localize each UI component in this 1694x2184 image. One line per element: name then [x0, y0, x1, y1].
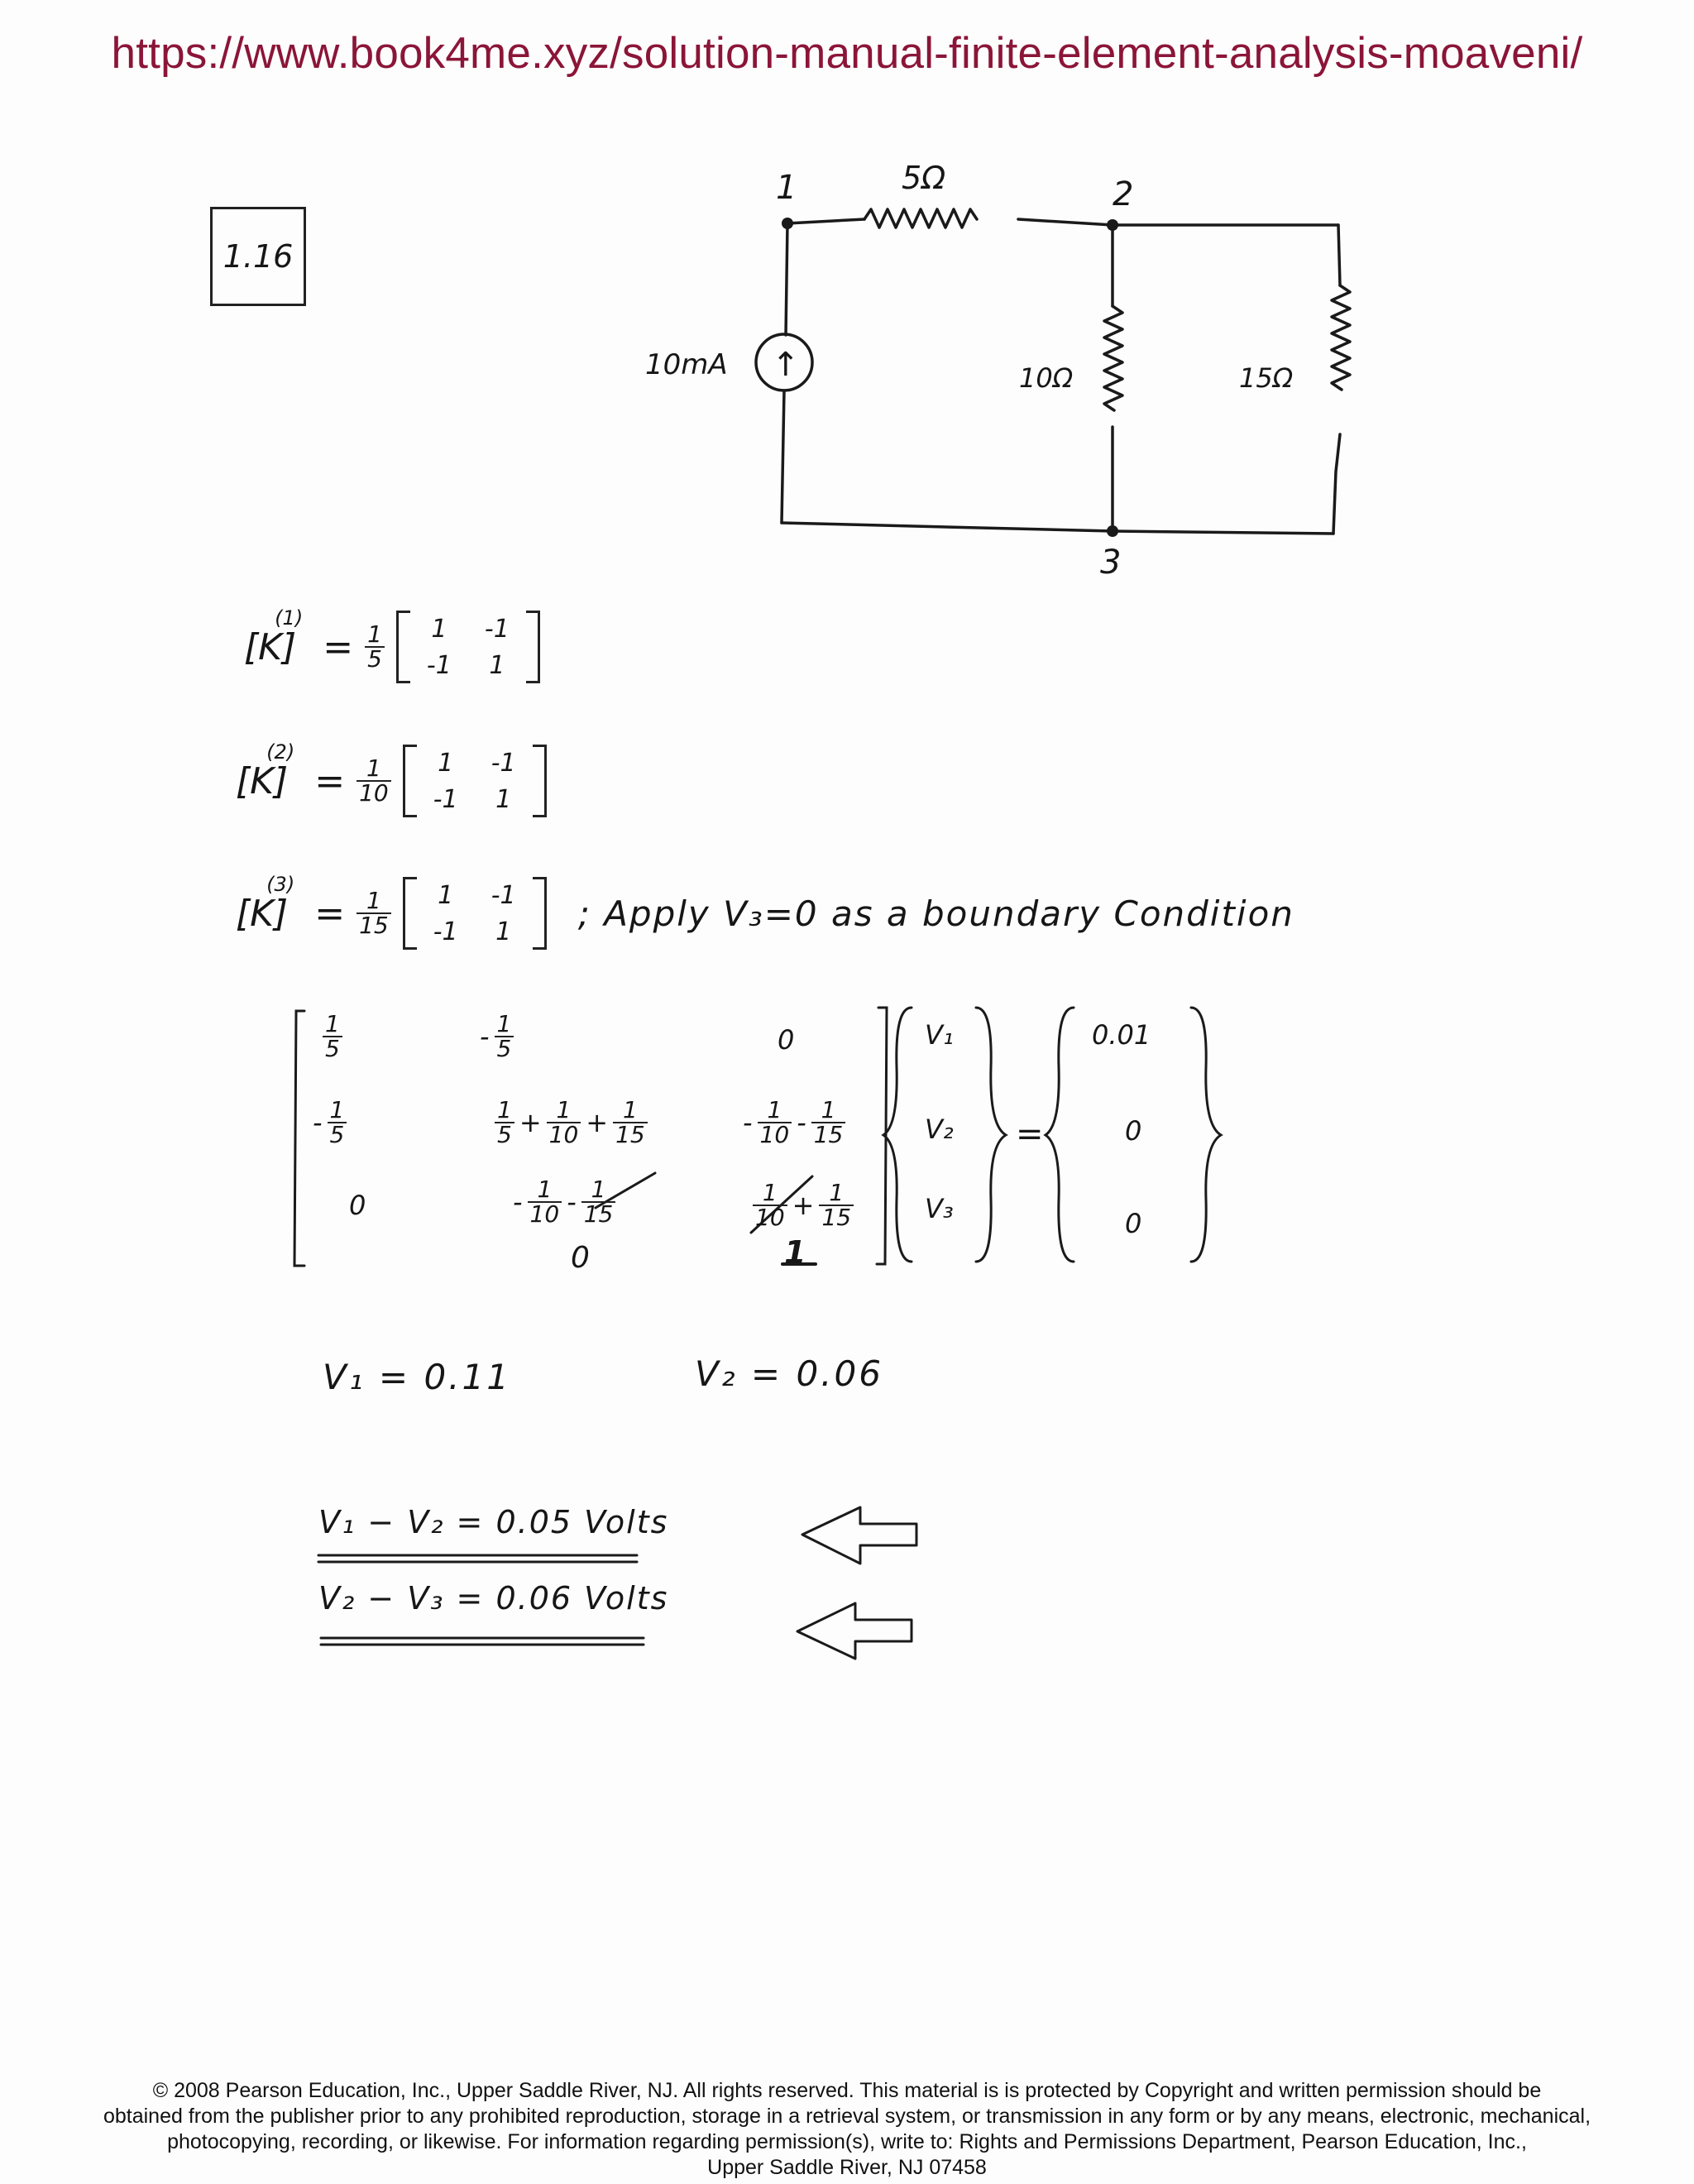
- label-5-ohm: 5Ω: [902, 160, 946, 196]
- label-10-ma: 10mA: [645, 348, 728, 381]
- system-r2c1: - $\frac{1}{5}$: [313, 1099, 347, 1147]
- equals-sign: =: [314, 759, 346, 802]
- result-v1: V₁ = 0.11: [323, 1357, 511, 1397]
- node-label-1: 1: [776, 169, 797, 207]
- rhs-left-brace: [1046, 1008, 1074, 1262]
- arrow-left-icon-2: [797, 1603, 912, 1659]
- node-dot-1: [782, 218, 793, 229]
- top-wire: [787, 219, 864, 223]
- system-r3c2: - $\frac{1}{10}$ - $\frac{1}{15}$: [513, 1178, 615, 1226]
- result-v2: V₂ = 0.06: [695, 1353, 883, 1394]
- right-wire-top: [1338, 225, 1340, 285]
- footer-line-3: photocopying, recording, or likewise. For information regarding permission(s), write to: Rights and Permissions Department, Pearson Education, Inc.,: [167, 2130, 1527, 2153]
- matrix-label-k1: [K] (1): [244, 606, 304, 668]
- footer-line-2: obtained from the publisher prior to any prohibited reproduction, storage in a retrieval system, or transmission in any form or by any means, electronic, mechanical,: [103, 2105, 1591, 2128]
- equals-sign: =: [314, 892, 346, 935]
- system-r2c2: $\frac{1}{5}$ + $\frac{1}{10}$ + $\frac{1}{15}$: [495, 1099, 648, 1147]
- matrix-2: 1 -1 -1 1: [403, 745, 547, 817]
- system-r3c2-replacement: 0: [571, 1241, 590, 1275]
- rhs-value-2: 0: [1125, 1115, 1142, 1147]
- factor-1-10: $\frac{1}{10}$: [357, 757, 391, 805]
- matrix-3: 1 -1 -1 1: [403, 877, 547, 950]
- copyright-footer: [0, 2078, 1694, 2181]
- circuit-diagram: [0, 0, 1694, 629]
- boundary-condition-note: ; Apply V₃=0 as a boundary Condition: [577, 893, 1294, 934]
- matrix-label-k2: [K] (2): [236, 740, 295, 802]
- unknowns-right-brace: [976, 1008, 1006, 1262]
- matrix-1: 1 -1 -1 1: [396, 611, 540, 683]
- factor-1-5: $\frac{1}{5}$: [365, 623, 385, 671]
- element-matrix-1: [244, 606, 540, 683]
- system-r3c3-replacement: 1: [784, 1234, 806, 1271]
- node-dot-3: [1107, 525, 1118, 537]
- rhs-right-brace: [1191, 1008, 1221, 1262]
- top-wire-2: [1018, 219, 1338, 225]
- source-arrow-icon: ↑: [772, 346, 800, 384]
- source-url[interactable]: https://www.book4me.xyz/solution-manual-finite-element-analysis-moaveni/: [111, 29, 1583, 78]
- factor-1-15: $\frac{1}{15}$: [357, 889, 391, 937]
- system-equals: =: [1016, 1115, 1044, 1153]
- system-r1c3: 0: [778, 1024, 795, 1056]
- right-wire-bottom: [1333, 434, 1340, 534]
- superscript-2: (2): [266, 740, 295, 764]
- unknown-v3: V₃: [925, 1193, 954, 1224]
- footer-line-4: Upper Saddle River, NJ 07458: [707, 2156, 987, 2179]
- node-label-3: 3: [1100, 544, 1122, 582]
- resistor-5-ohm: [864, 209, 977, 228]
- system-r3c3: $\frac{1}{10}$ + $\frac{1}{15}$: [753, 1181, 854, 1229]
- element-matrix-2: [236, 740, 547, 817]
- node-dot-2: [1107, 219, 1118, 231]
- left-wire-top: [786, 223, 787, 335]
- node-label-2: 2: [1113, 175, 1134, 213]
- global-system: [290, 1001, 1232, 1274]
- rhs-value-3: 0: [1125, 1208, 1142, 1239]
- system-r3c1: 0: [349, 1190, 366, 1221]
- arrow-left-icon-1: [802, 1507, 916, 1564]
- label-15-ohm: 15Ω: [1239, 362, 1294, 394]
- resistor-15-ohm: [1332, 285, 1350, 390]
- matrix-left-bracket: [294, 1011, 304, 1266]
- answer-1: V₁ − V₂ = 0.05 Volts: [318, 1504, 669, 1540]
- unknown-v1: V₁: [925, 1019, 954, 1051]
- problem-number: 1.16: [223, 238, 294, 275]
- unknown-v2: V₂: [925, 1114, 954, 1145]
- resistor-10-ohm: [1104, 306, 1122, 410]
- system-r2c3: - $\frac{1}{10}$ - $\frac{1}{15}$: [743, 1099, 845, 1147]
- bottom-wire: [782, 523, 1333, 534]
- footer-line-1: © 2008 Pearson Education, Inc., Upper Saddle River, NJ. All rights reserved. This material is is protected by Copyright and written permission should be: [152, 2079, 1542, 2102]
- answer-2: V₂ − V₃ = 0.06 Volts: [318, 1580, 669, 1616]
- matrix-label-k3: [K] (3): [236, 872, 295, 935]
- superscript-1: (1): [275, 606, 304, 630]
- rhs-value-1: 0.01: [1092, 1019, 1151, 1051]
- answer-decorations: [0, 1489, 1694, 1671]
- system-r1c1: $\frac{1}{5}$: [323, 1013, 342, 1061]
- left-wire-bottom: [782, 390, 784, 523]
- label-10-ohm: 10Ω: [1019, 362, 1074, 394]
- superscript-3: (3): [266, 872, 295, 896]
- system-r1c2: - $\frac{1}{5}$: [480, 1013, 514, 1061]
- equals-sign: =: [323, 625, 354, 668]
- element-matrix-3: [236, 872, 1294, 950]
